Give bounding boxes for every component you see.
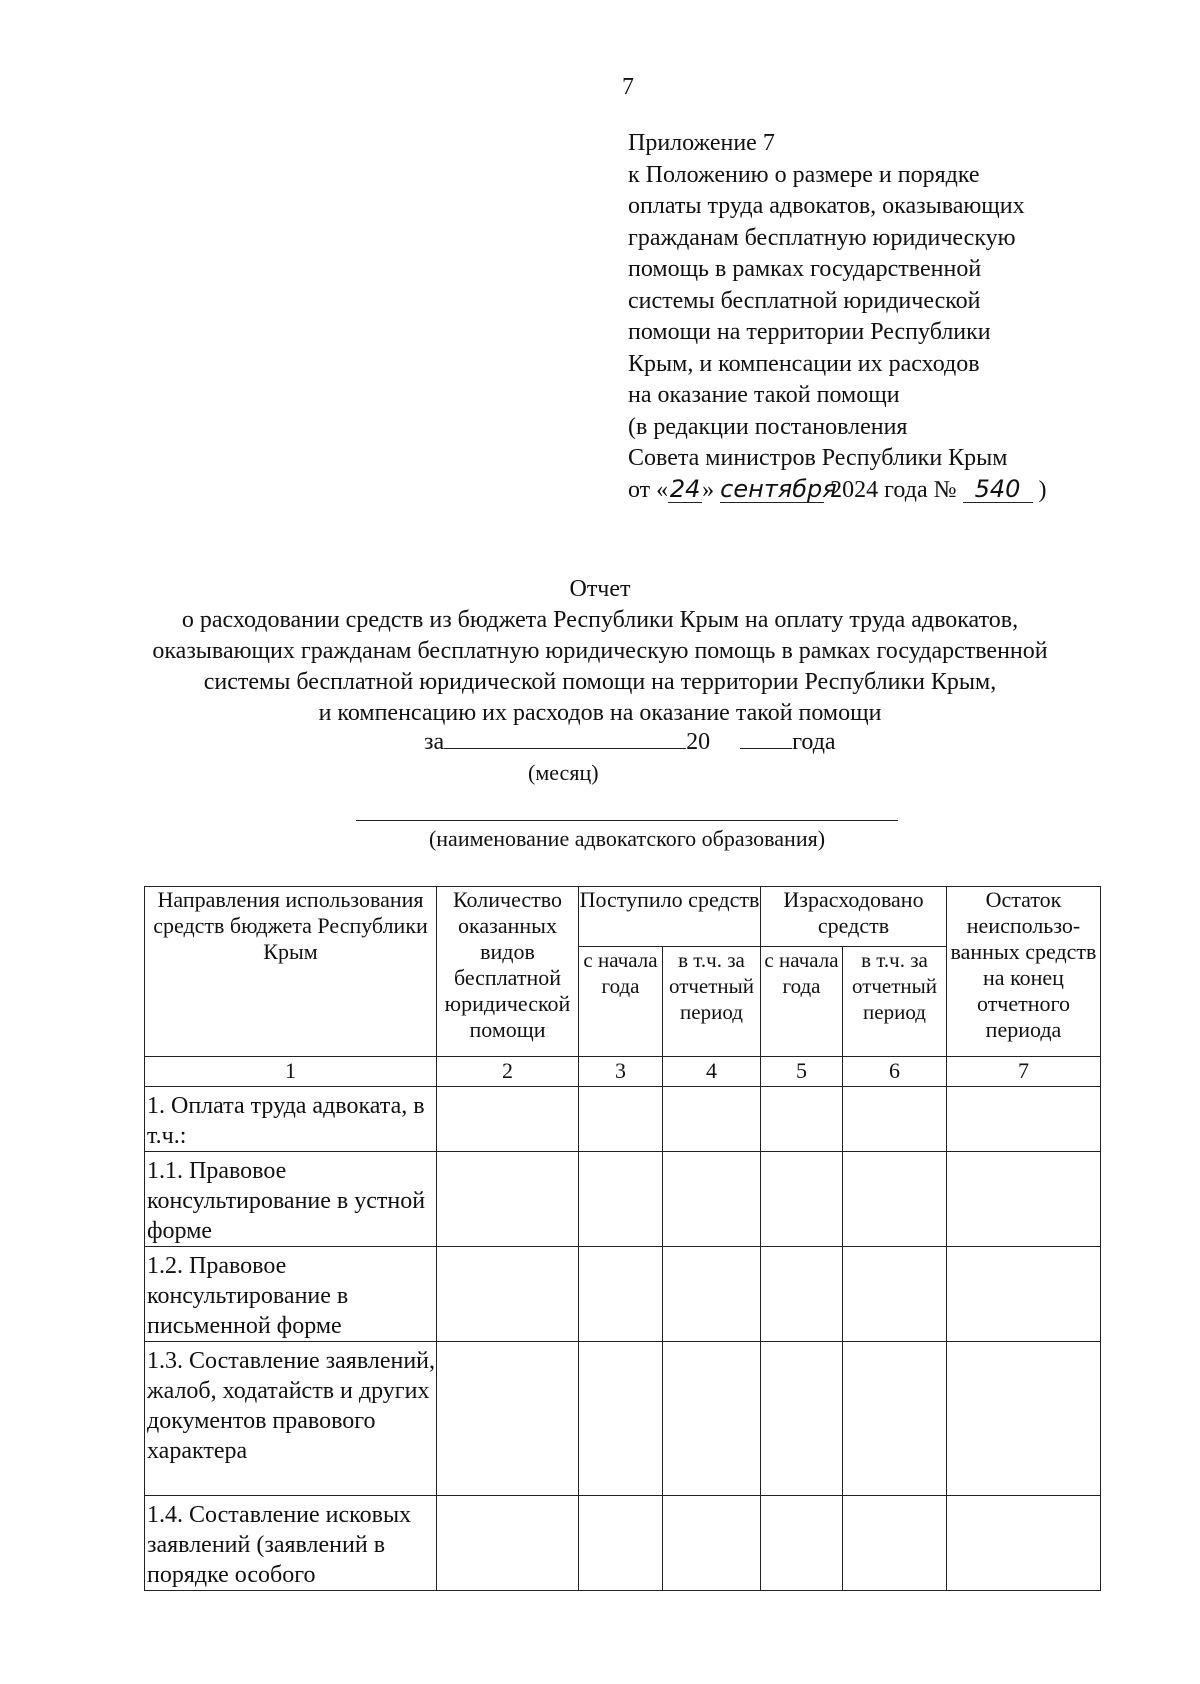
handwritten-month: сентября <box>720 474 837 503</box>
date-year: 2024 года № <box>824 476 963 503</box>
header-directions: Направления использования средств бюджета Республики Крым <box>145 887 437 1057</box>
month-blank-field[interactable] <box>444 726 686 749</box>
row-label: 1.3. Составление заявлений, жалоб, ходатайств и других документов правового характера <box>145 1342 437 1496</box>
row-label: 1. Оплата труда адвоката, в т.ч.: <box>145 1087 437 1152</box>
report-title-line: о расходовании средств из бюджета Республики Крым на оплату труда адвокатов, <box>181 607 1019 633</box>
report-period <box>424 726 836 756</box>
appendix-line: системы бесплатной юридической <box>628 287 981 314</box>
appendix-line: (в редакции постановления <box>628 413 908 440</box>
period-suffix: года <box>792 729 836 755</box>
appendix-line: Совета министров Республики Крым <box>628 445 1008 471</box>
date-prefix: от « <box>628 476 669 503</box>
table-cell[interactable] <box>663 1152 761 1247</box>
report-title-line: Отчет <box>569 576 631 602</box>
table-cell[interactable] <box>663 1247 761 1342</box>
year-blank-field[interactable] <box>740 726 792 749</box>
report-title-line: оказывающих гражданам бесплатную юридическую помощь в рамках государственной <box>152 638 1048 664</box>
table-cell[interactable] <box>843 1247 947 1342</box>
table-cell[interactable] <box>579 1496 663 1591</box>
month-caption: (месяц) <box>528 760 599 785</box>
resolution-date-line <box>628 475 1148 507</box>
table-cell[interactable] <box>843 1087 947 1152</box>
header-received: Поступило средств <box>579 887 761 947</box>
appendix-line: к Положению о размере и порядке <box>628 161 980 188</box>
appendix-line: помощи на территории Республики <box>628 319 991 345</box>
appendix-header <box>628 128 1148 506</box>
column-number: 7 <box>947 1057 1101 1087</box>
table-cell[interactable] <box>761 1152 843 1247</box>
table-cell[interactable] <box>663 1087 761 1152</box>
report-title <box>0 574 1200 729</box>
appendix-line: гражданам бесплатную юридическую <box>628 224 1016 251</box>
table-cell[interactable] <box>579 1152 663 1247</box>
appendix-line: оплаты труда адвокатов, оказывающих <box>628 193 1025 219</box>
column-number: 1 <box>145 1057 437 1087</box>
table-cell[interactable] <box>663 1342 761 1496</box>
table-cell[interactable] <box>437 1247 579 1342</box>
org-name-blank-field[interactable] <box>356 820 898 821</box>
table-cell[interactable] <box>761 1496 843 1591</box>
table-cell[interactable] <box>437 1087 579 1152</box>
header-remainder: Остаток неиспользо-ванных средств на конец отчетного периода <box>947 887 1101 1057</box>
row-label: 1.1. Правовое консультирование в устной форме <box>145 1152 437 1247</box>
row-label: 1.2. Правовое консультирование в письменной форме <box>145 1247 437 1342</box>
appendix-line: на оказание такой помощи <box>628 382 900 408</box>
table-cell[interactable] <box>947 1496 1101 1591</box>
table-row <box>145 1342 1101 1496</box>
table-cell[interactable] <box>579 1342 663 1496</box>
appendix-line: Крым, и компенсации их расходов <box>628 350 980 377</box>
table-cell[interactable] <box>947 1087 1101 1152</box>
page-number: 7 <box>622 74 634 100</box>
date-suffix: ) <box>1032 476 1047 503</box>
table-cell[interactable] <box>947 1247 1101 1342</box>
table-row <box>145 1152 1101 1247</box>
column-number: 4 <box>663 1057 761 1087</box>
table-cell[interactable] <box>843 1152 947 1247</box>
subheader-received-period: в т.ч. за отчетный период <box>663 947 761 1057</box>
appendix-line: помощь в рамках государственной <box>628 256 982 282</box>
column-number: 5 <box>761 1057 843 1087</box>
table-row <box>145 1496 1101 1591</box>
table-cell[interactable] <box>947 1342 1101 1496</box>
table-row <box>145 1247 1101 1342</box>
report-title-line: и компенсацию их расходов на оказание такой помощи <box>318 700 882 726</box>
subheader-spent-period: в т.ч. за отчетный период <box>843 947 947 1057</box>
table-cell[interactable] <box>437 1152 579 1247</box>
column-number: 6 <box>843 1057 947 1087</box>
header-count: Количество оказанных видов бесплатной юридической помощи <box>437 887 579 1057</box>
table-cell[interactable] <box>947 1152 1101 1247</box>
column-number: 2 <box>437 1057 579 1087</box>
subheader-received-from-start: с начала года <box>579 947 663 1057</box>
table-cell[interactable] <box>843 1496 947 1591</box>
handwritten-number: 540 <box>963 476 1033 503</box>
date-mid: » <box>702 476 721 503</box>
row-label: 1.4. Составление исковых заявлений (заявлений в порядке особого <box>145 1496 437 1591</box>
table-cell[interactable] <box>663 1496 761 1591</box>
table-row <box>145 1087 1101 1152</box>
org-caption: (наименование адвокатского образования) <box>428 826 826 851</box>
table-cell[interactable] <box>437 1496 579 1591</box>
table-cell[interactable] <box>579 1087 663 1152</box>
table-cell[interactable] <box>437 1342 579 1496</box>
table-cell[interactable] <box>761 1342 843 1496</box>
header-spent: Израсходовано средств <box>761 887 947 947</box>
period-prefix: за <box>424 729 445 755</box>
table-cell[interactable] <box>843 1342 947 1496</box>
column-number: 3 <box>579 1057 663 1087</box>
appendix-line: Приложение 7 <box>628 130 775 156</box>
table-cell[interactable] <box>579 1247 663 1342</box>
table-cell[interactable] <box>761 1087 843 1152</box>
subheader-spent-from-start: с начала года <box>761 947 843 1057</box>
report-table <box>144 886 1101 1591</box>
handwritten-day: 24 <box>669 474 701 503</box>
report-title-line: системы бесплатной юридической помощи на территории Республики Крым, <box>203 669 997 695</box>
period-century: 20 <box>686 729 711 755</box>
table-cell[interactable] <box>761 1247 843 1342</box>
